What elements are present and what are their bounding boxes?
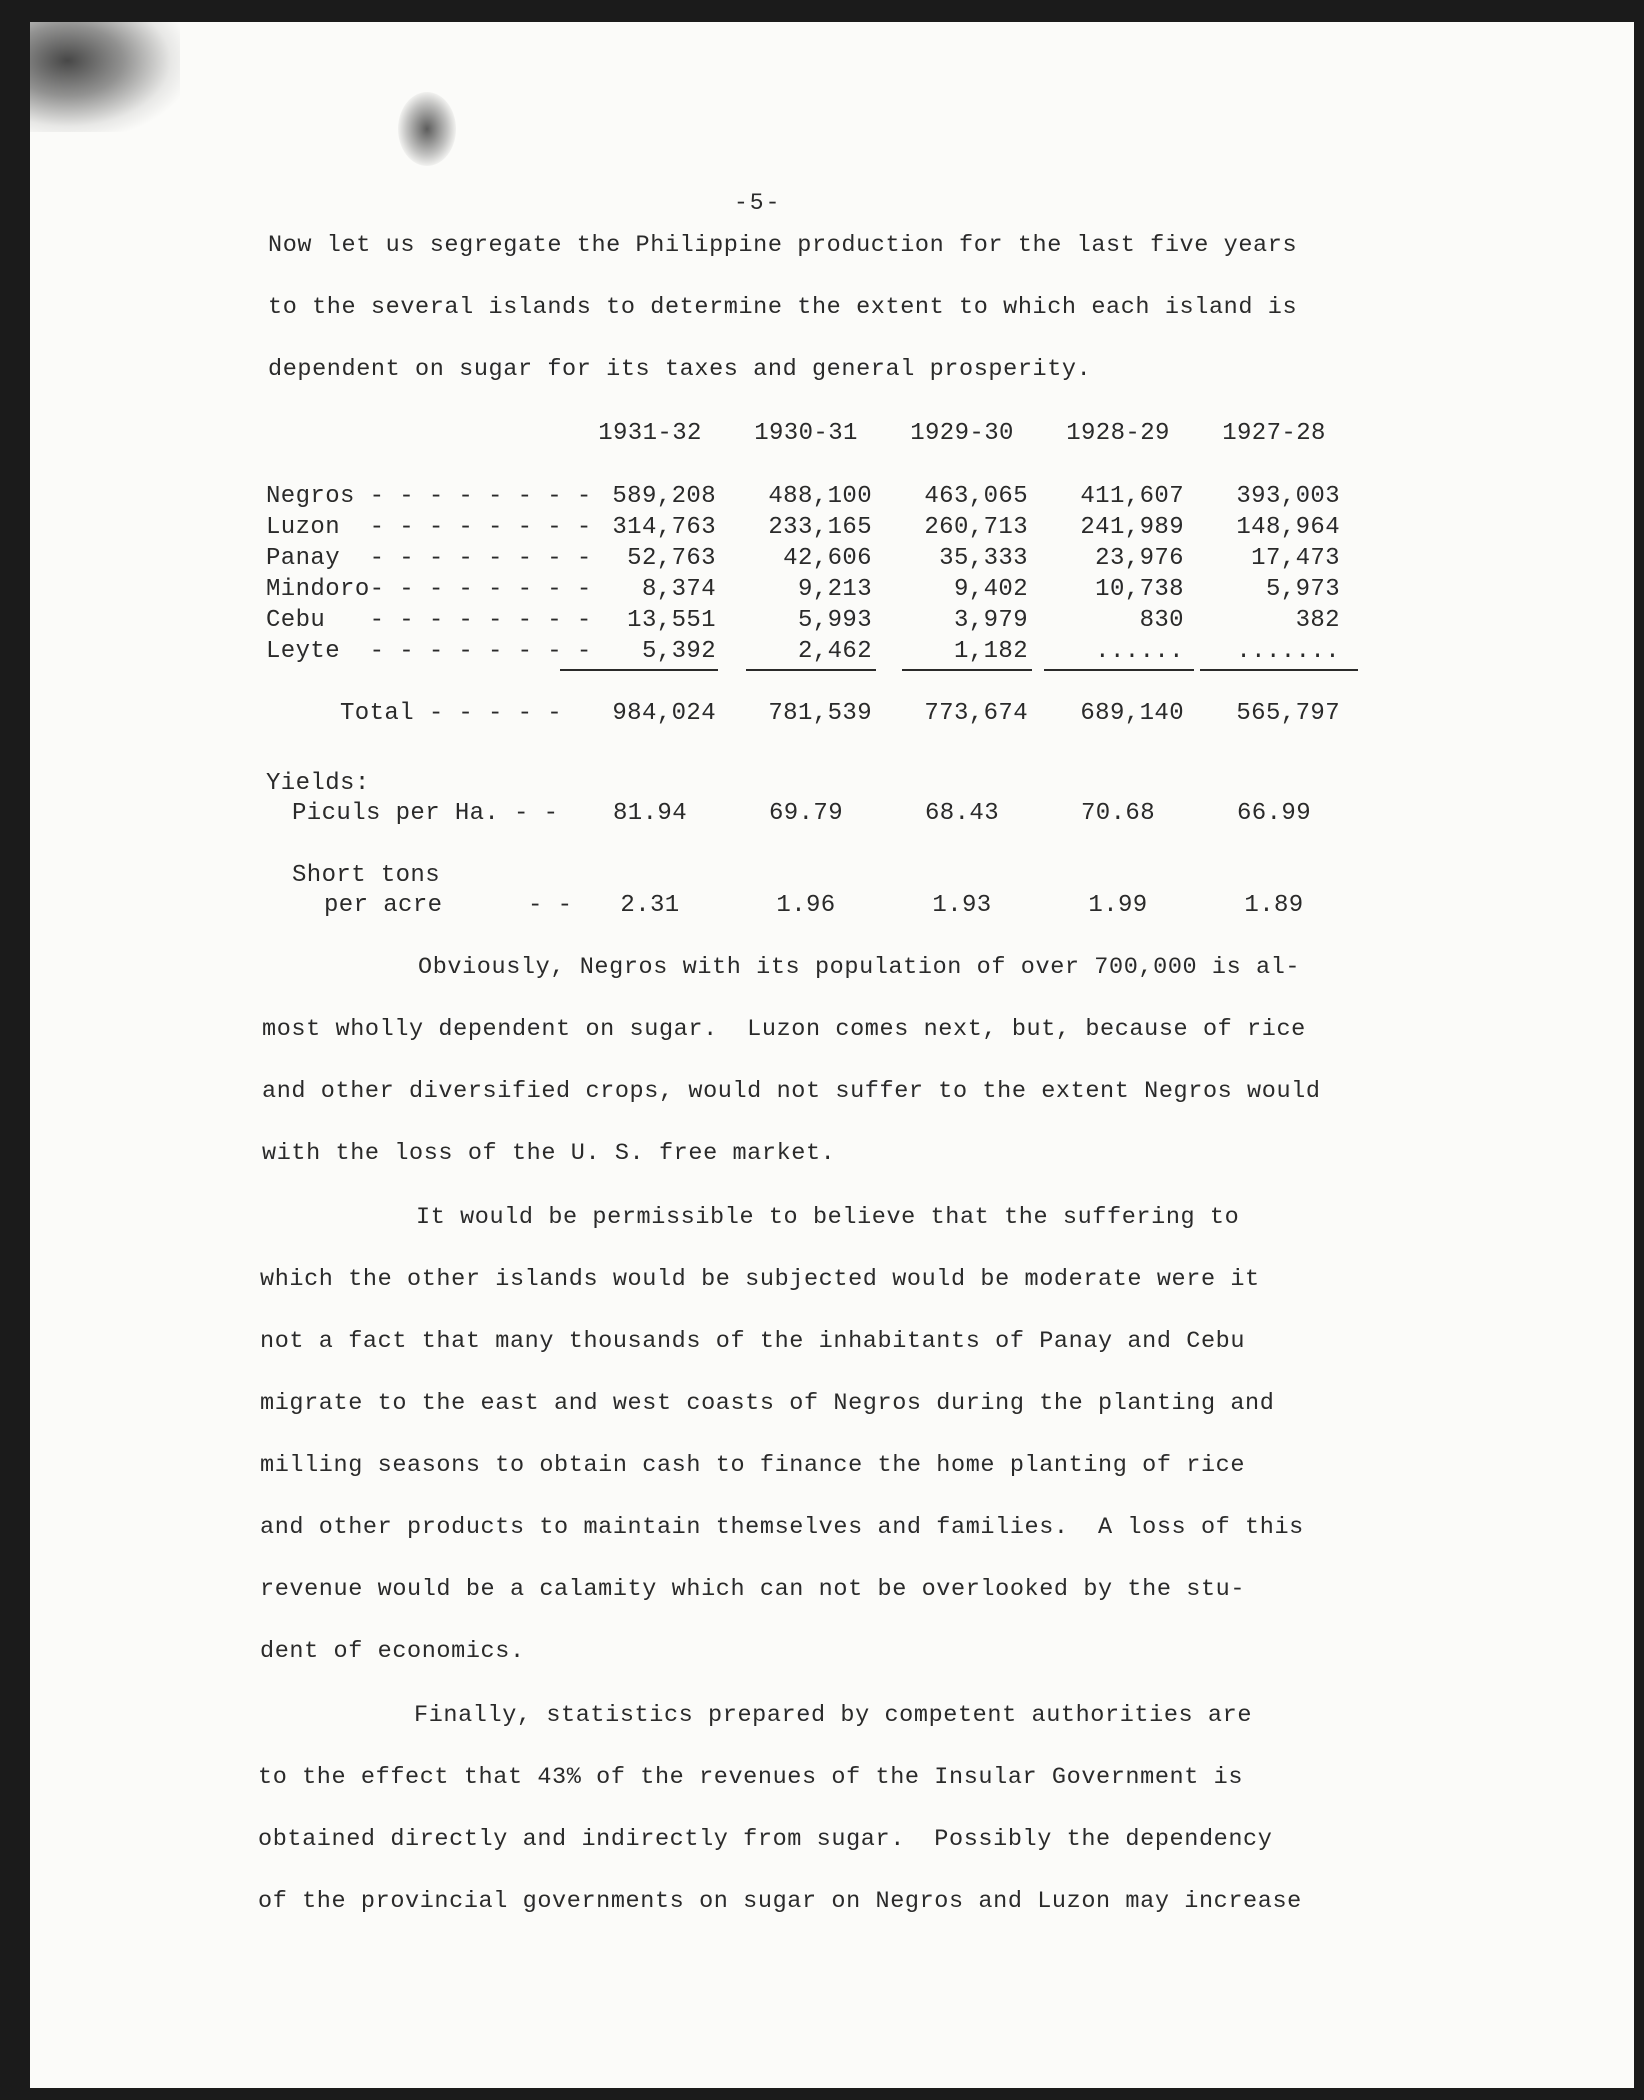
cell: 17,473 [1251, 545, 1340, 572]
cell: 9,213 [797, 576, 872, 603]
cell: 233,165 [768, 514, 872, 541]
cell: 9,402 [953, 576, 1028, 603]
paragraph-2-line-8: dent of economics. [260, 1638, 525, 1665]
underline [560, 669, 718, 671]
cell: 382 [1295, 607, 1340, 634]
page-number: -5- [734, 190, 782, 216]
row-label-panay: Panay - - - - - - - - [266, 545, 592, 572]
cell-piculs: 81.94 [612, 800, 687, 827]
cell-piculs: 68.43 [924, 800, 999, 827]
paragraph-3-line-1: Finally, statistics prepared by competent authorities are [414, 1702, 1253, 1729]
row-label-cebu: Cebu - - - - - - - - [266, 607, 592, 634]
cell: 5,392 [641, 638, 716, 665]
paragraph-2-line-6: and other products to maintain themselves and families. A loss of this [260, 1514, 1304, 1541]
paragraph-1-line-2: most wholly dependent on sugar. Luzon comes next, but, because of rice [262, 1016, 1306, 1043]
cell: 241,989 [1080, 514, 1184, 541]
short-tons-label: Short tons [292, 862, 441, 889]
intro-line-2: to the several islands to determine the extent to which each island is [268, 294, 1298, 321]
cell: 42,606 [783, 545, 872, 572]
underline [746, 669, 876, 671]
cell-per-acre: 1.93 [932, 892, 992, 919]
cell: 8,374 [641, 576, 716, 603]
intro-line-3: dependent on sugar for its taxes and general prosperity. [268, 356, 1092, 383]
row-label-luzon: Luzon - - - - - - - - [266, 514, 592, 541]
cell-per-acre: 1.89 [1244, 892, 1304, 919]
per-acre-label: per acre [324, 892, 443, 919]
intro-line-1: Now let us segregate the Philippine production for the last five years [268, 232, 1298, 259]
cell-per-acre: 2.31 [620, 892, 680, 919]
paragraph-2-line-5: milling seasons to obtain cash to finance the home planting of rice [260, 1452, 1246, 1479]
cell: 13,551 [627, 607, 716, 634]
row-label-total: Total - - - - - [340, 700, 563, 727]
paragraph-2-line-3: not a fact that many thousands of the inhabitants of Panay and Cebu [260, 1328, 1246, 1355]
paragraph-2-line-4: migrate to the east and west coasts of Negros during the planting and [260, 1390, 1275, 1417]
col-header-1929-30: 1929-30 [910, 420, 1014, 447]
paragraph-3-line-2: to the effect that 43% of the revenues of the Insular Government is [258, 1764, 1244, 1791]
col-header-1928-29: 1928-29 [1066, 420, 1170, 447]
paragraph-3-line-4: of the provincial governments on sugar on Negros and Luzon may increase [258, 1888, 1302, 1915]
cell-piculs: 69.79 [768, 800, 843, 827]
cell-total: 773,674 [924, 700, 1028, 727]
underline [1200, 669, 1358, 671]
paragraph-1-line-3: and other diversified crops, would not suffer to the extent Negros would [262, 1078, 1321, 1105]
ink-blot [398, 92, 456, 166]
row-label-negros: Negros - - - - - - - - [266, 483, 592, 510]
cell-total: 565,797 [1236, 700, 1340, 727]
underline [1044, 669, 1194, 671]
col-header-1927-28: 1927-28 [1222, 420, 1326, 447]
paragraph-1-line-1: Obviously, Negros with its population of over 700,000 is al- [418, 954, 1301, 981]
col-header-1931-32: 1931-32 [598, 420, 702, 447]
cell: 52,763 [627, 545, 716, 572]
cell: 5,973 [1265, 576, 1340, 603]
cell-piculs: 66.99 [1236, 800, 1311, 827]
row-label-leyte: Leyte - - - - - - - - [266, 638, 592, 665]
cell: 463,065 [924, 483, 1028, 510]
col-header-1930-31: 1930-31 [754, 420, 858, 447]
cell: 5,993 [797, 607, 872, 634]
cell: 260,713 [924, 514, 1028, 541]
paragraph-2-line-2: which the other islands would be subjected would be moderate were it [260, 1266, 1260, 1293]
piculs-label: Piculs per Ha. - - [292, 800, 559, 827]
cell: ...... [1095, 638, 1184, 665]
cell: 10,738 [1095, 576, 1184, 603]
cell: 2,462 [797, 638, 872, 665]
cell: 488,100 [768, 483, 872, 510]
cell: 23,976 [1095, 545, 1184, 572]
cell: 314,763 [612, 514, 716, 541]
paragraph-2-line-1: It would be permissible to believe that the suffering to [416, 1204, 1240, 1231]
cell: 1,182 [953, 638, 1028, 665]
cell-piculs: 70.68 [1080, 800, 1155, 827]
cell: 35,333 [939, 545, 1028, 572]
cell: 830 [1139, 607, 1184, 634]
document-page [30, 22, 1634, 2088]
cell-total: 689,140 [1080, 700, 1184, 727]
ink-smudge [30, 22, 180, 132]
row-label-mindoro: Mindoro- - - - - - - - [266, 576, 592, 603]
cell: ....... [1236, 638, 1340, 665]
underline [902, 669, 1032, 671]
paragraph-3-line-3: obtained directly and indirectly from sugar. Possibly the dependency [258, 1826, 1273, 1853]
cell-total: 984,024 [612, 700, 716, 727]
per-acre-dashes: - - [528, 892, 573, 919]
cell-per-acre: 1.99 [1088, 892, 1148, 919]
cell: 3,979 [953, 607, 1028, 634]
cell: 148,964 [1236, 514, 1340, 541]
cell: 411,607 [1080, 483, 1184, 510]
cell: 589,208 [612, 483, 716, 510]
cell: 393,003 [1236, 483, 1340, 510]
cell-per-acre: 1.96 [776, 892, 836, 919]
cell-total: 781,539 [768, 700, 872, 727]
paragraph-2-line-7: revenue would be a calamity which can not be overlooked by the stu- [260, 1576, 1246, 1603]
paragraph-1-line-4: with the loss of the U. S. free market. [262, 1140, 836, 1167]
yields-label: Yields: [266, 770, 370, 797]
